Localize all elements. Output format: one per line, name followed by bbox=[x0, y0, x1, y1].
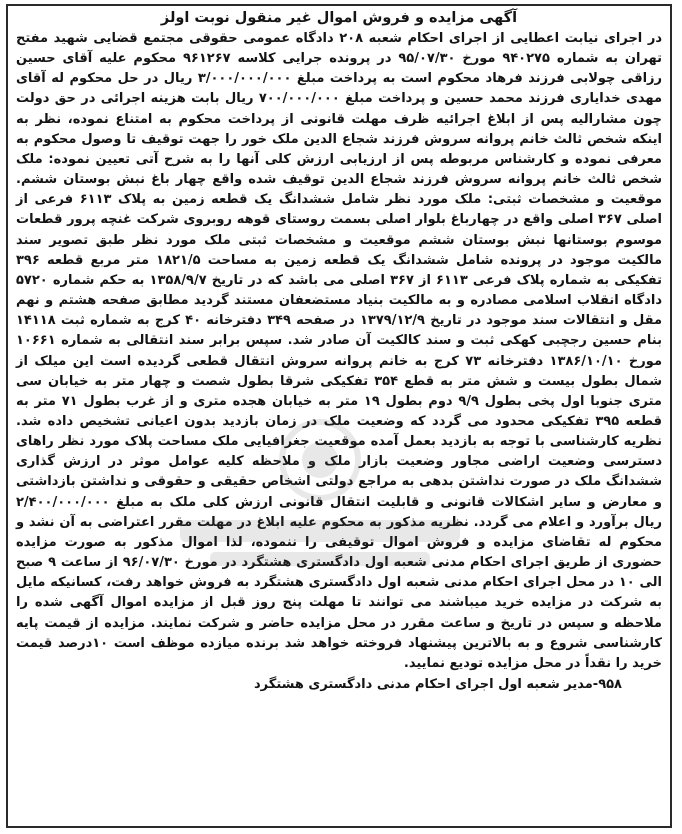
notice-title: آگهی مزایده و فروش اموال غیر منقول نوبت اولز bbox=[160, 10, 518, 26]
auction-notice bbox=[6, 4, 672, 828]
notice-signature: ۹۵۸-مدیر شعبه اول اجرای احکام مدنی دادگستری هشتگرد bbox=[254, 677, 622, 692]
notice-body: در اجرای نیابت اعطایی از اجرای احکام شعبه ۲۰۸ دادگاه عمومی حقوقی مجتمع قضایی شهید مفتح تهران به شماره ۹۴۰۲۷۵ مورخ ۹۵/۰۷/۳۰ در پرونده جرایی کلاسه ۹۶۱۲۶۷ محکوم علیه آقای حسین رزاقی چولابی فرزند فرهاد محکوم است به پرداخت مبلغ ۳/۰۰۰/۰۰۰/۰۰۰ ریال در حل محکوم له آقای مهدی خدایاری فرزند محمد حسین و پرداخت مبلغ ۷۰۰/۰۰۰/۰۰۰ ریال بابت هزینه اجرائی در حق دولت چون مشارالیه پس از ابلاغ اجرائیه ظرف مهلت قانونی از پرداخت محکوم به امتناع نموده، نظر به اینکه شخص ثالث خانم پروانه سروش فرزند شجاع الدین ملک خور را جهت توقیف تا وصول محکوم به معرفی نموده و کارشناس مربوطه پس از ارزیابی ارزش کلی آنها را به شرح آتی تعیین نموده: ملک شخص ثالث خانم پروانه سروش فرزند شجاع الدین توقیف شده واقع چهار باغ نبش بوستان ششم. موقعیت و مشخصات ثبتی: ملک مورد نظر شامل ششدانگ یک قطعه زمین به پلاک ۶۱۱۳ فرعی از اصلی ۳۶۷ اصلی واقع در چهارباغ بلوار اصلی بسمت روستای قوهه روبروی شرکت غنچه پرور قطعات موسوم بوستانها نبش بوستان ششم موقعیت و مشخصات ثبتی ملک مورد نظر طبق تصویر سند مالکیت موجود در پرونده شامل ششدانگ یک قطعه زمین به مساحت ۱۸۲۱/۵ متر مربع قطعه ۳۹۶ تفکیکی به شماره پلاک فرعی ۶۱۱۳ از ۳۶۷ اصلی می باشد که در تاریخ ۱۳۵۸/۹/۷ به حکم شماره ۵۷۲۰ دادگاه انقلاب اسلامی مصادره و به مالکیت بنیاد مستضعفان مستند گردید مطابق صفحه هشتم و نهم مقل و انتقالات سند موجود در تاریخ ۱۳۷۹/۱۲/۹ در صفحه ۳۴۹ دفترخانه ۴۰ کرج به شماره ثبت ۱۴۱۱۸ بنام حسین رجچبی کهکی ثبت و سند کالکیت آن صادر شد. سپس برابر سند انتقالی به شماره ۱۰۶۶۱ مورخ ۱۳۸۶/۱۰/۱۰ دفترخانه ۷۳ کرج به خانم پروانه سروش انتقال قطعی گردیده است این میلک از شمال بطول بیست و شش متر به قطع ۳۵۴ تفکیکی شرقا بطول شصت و چهار متر به خیابان سی متری جنوبا اول پخی بطول ۹/۹ دوم بطول ۱۹ متر به خیابان هجده متری و از غرب بطول ۷۱ متر به قطعه ۳۹۵ تفکیکی محدود می گردد که وضعیت ملک در زمان بازدید بدون اعیانی تشخیص داده شد. نظریه کارشناسی با توجه به بازدید بعمل آمده موقعیت جغرافیایی ملک مساحت پلاک مورد نظر راهای دسترسی وضعیت اراضی مجاور وضعیت بازار ملک و ملاحظه کلیه عوامل موثر در ارزش گذاری ششدانگ ملک در صورت نداشتن بدهی به مراجع دولتی اشخاص حقیقی و حقوقی و نداشتن بازداشتی و معارض و سایر اشکالات قانونی و قابلیت انتقال قانونی ارزش کلی ملک به مبلغ ۲/۴۰۰/۰۰۰/۰۰۰ ریال برآورد و اعلام می گردد. نظریه مذکور به محکوم علیه ابلاغ در مهلت مقرر اعتراضی به آن نشد و محکوم له تقاضای مزایده و فروش اموال توقیفی را ننموده، لذا اموال مذکور به صورت مزایده حضوری از طریق اجرای احکام مدنی شعبه اول دادگستری هشتگرد در مورخ ۹۶/۰۷/۳۰ از ساعت ۹ صبح الی ۱۰ در محل اجرای احکام مدنی شعبه اول دادگستری هشتگرد به فروش خواهد رفت، کسانیکه مایل به شرکت در مزایده خرید میباشند می توانند تا مهلت پنج روز قبل از مزایده اموال آگهی شده را ملاحظه و سپس در تاریخ و ساعت مقرر در محل مزایده حاضر و شرکت نمایند. مزایده از قیمت پایه کارشناسی شروع و به بالاترین پیشنهاد فروخته خواهد شد برنده میازده موظف است ۱۰درصد قیمت خرید را نقداً در محل مزایده تودیع نمایید. bbox=[16, 31, 663, 671]
